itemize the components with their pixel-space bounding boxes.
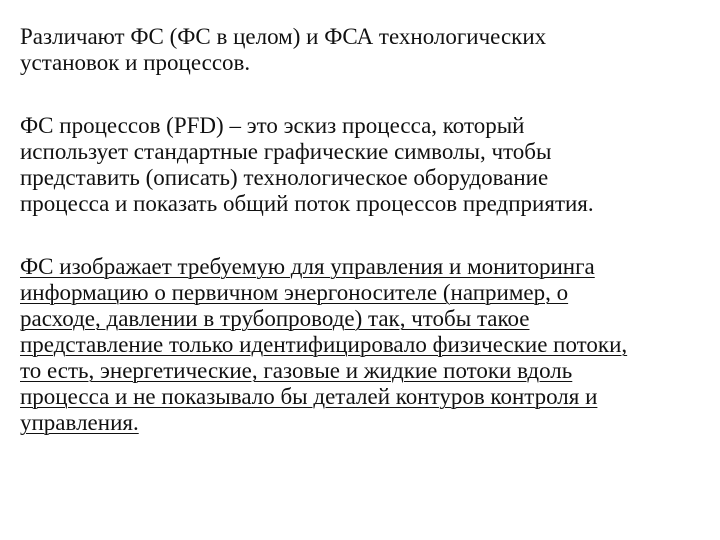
text-line: расходе, давлении в трубопроводе) так, чтобы такое — [20, 306, 530, 331]
text-line: Различают ФС (ФС в целом) и ФСА технологических — [20, 24, 547, 49]
text-line: использует стандартные графические символы, чтобы — [20, 139, 552, 164]
text-line: информацию о первичном энергоносителе (например, о — [20, 280, 569, 305]
text-line: процесса и не показывало бы деталей контуров контроля и — [20, 384, 598, 409]
text-line: управления. — [20, 410, 139, 435]
paragraph-fs-description — [20, 254, 627, 436]
text-line: ФС изображает требуемую для управления и мониторинга — [20, 254, 595, 279]
text-line: ФС процессов (PFD) – это эскиз процесса, который — [20, 113, 525, 138]
text-line: установок и процессов. — [20, 50, 251, 75]
text-line: представление только идентифицировало физические потоки, — [20, 332, 628, 357]
text-line: то есть, энергетические, газовые и жидкие потоки вдоль — [20, 358, 573, 383]
text-line: представить (описать) технологическое оборудование — [20, 165, 549, 190]
text-line: процесса и показать общий поток процессов предприятия. — [20, 191, 594, 216]
paragraph-pfd-definition — [20, 113, 594, 217]
paragraph-intro — [20, 24, 546, 76]
